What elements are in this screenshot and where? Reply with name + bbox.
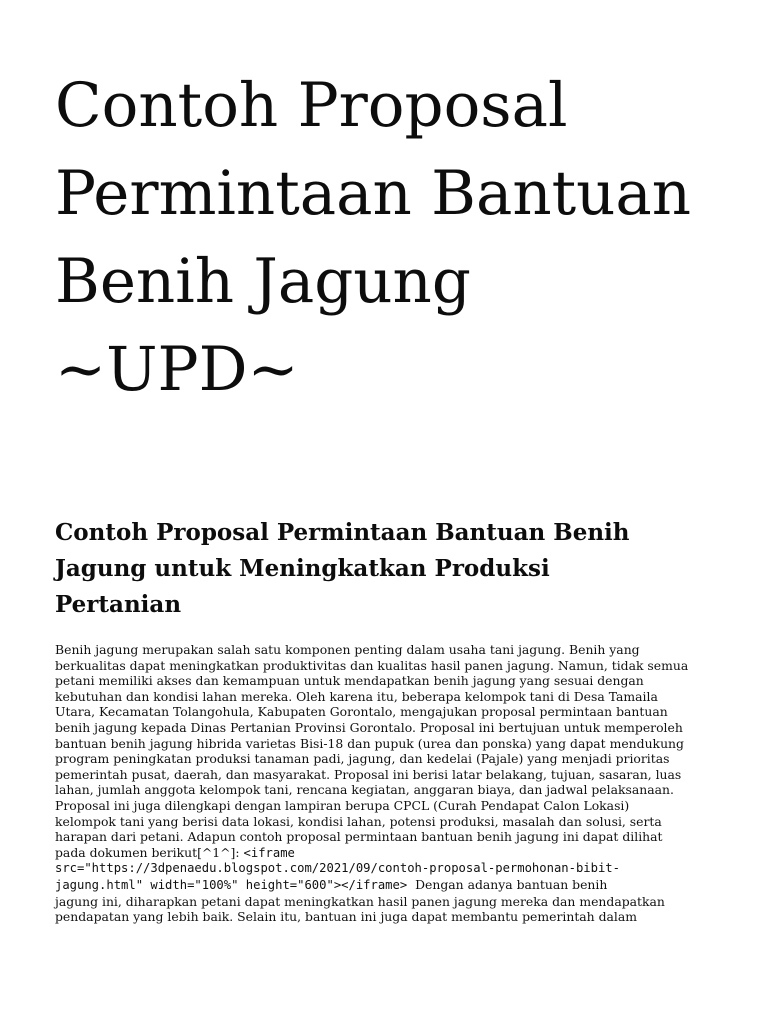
body-line: program peningkatan produksi tanaman padi, jagung, dan kedelai (Pajale) yang menjadi prioritas [55,751,670,767]
title-line: ~UPD~ [55,334,299,405]
embed-code-segment: <iframe [243,845,295,860]
body-line: lahan, jumlah anggota kelompok tani, rencana kegiatan, anggaran biaya, dan jadwal pelaksanaan. [55,782,674,798]
body-line [55,877,725,894]
body-line: bantuan benih jagung hibrida varietas Bisi-18 dan pupuk (urea dan ponska) yang dapat mendukung [55,735,684,751]
section-heading [55,515,735,623]
heading-line: Pertanian [55,591,182,618]
title-line: Contoh Proposal [55,70,568,141]
body-line: pendapatan yang lebih baik. Selain itu, bantuan ini juga dapat membantu pemerintah dalam [55,909,638,925]
body-line: berkualitas dapat meningkatkan produktivitas dan kualitas hasil panen jagung. Namun, tidak semua [55,657,689,673]
body-line [55,845,725,862]
body-line: kelompok tani yang berisi data lokasi, kondisi lahan, potensi produksi, masalah dan solusi, serta [55,813,662,829]
title-line: Permintaan Bantuan [55,158,692,229]
heading-line: Jagung untuk Meningkatkan Produksi [55,555,550,582]
body-line: Benih jagung merupakan salah satu komponen penting dalam usaha tani jagung. Benih yang [55,642,640,657]
body-line: harapan dari petani. Adapun contoh proposal permintaan bantuan benih jagung ini dapat dilihat [55,829,663,845]
embed-code-line: src="https://3dpenaedu.blogspot.com/2021/09/contoh-proposal-permohonan-bibit- [55,861,620,876]
body-text-segment: pada dokumen berikut[^1^]: [55,844,244,860]
body-line: kebutuhan dan kondisi lahan mereka. Oleh karena itu, beberapa kelompok tani di Desa Tamaila [55,688,658,704]
body-line: petani memiliki akses dan kemampuan untuk mendapatkan benih jagung yang sesuai dengan [55,673,644,689]
body-paragraph [55,642,725,925]
body-line: Utara, Kecamatan Tolangohula, Kabupaten Gorontalo, mengajukan proposal permintaan bantuan [55,704,668,720]
body-line: jagung ini, diharapkan petani dapat meningkatkan hasil panen jagung mereka dan mendapatkan [55,893,665,909]
body-line: pemerintah pusat, daerah, dan masyarakat. Proposal ini berisi latar belakang, tujuan, sasaran, luas [55,766,682,782]
page-title [55,62,745,414]
body-line: benih jagung kepada Dinas Pertanian Provinsi Gorontalo. Proposal ini bertujuan untuk memperoleh [55,719,683,735]
title-line: Benih Jagung [55,246,471,317]
body-line: Proposal ini juga dilengkapi dengan lampiran berupa CPCL (Curah Pendapat Calon Lokasi) [55,797,630,813]
embed-code-segment: jagung.html" width="100%" height="600"></iframe> [55,877,408,892]
heading-line: Contoh Proposal Permintaan Bantuan Benih [55,519,630,546]
body-text-segment: Dengan adanya bantuan benih [407,876,608,892]
